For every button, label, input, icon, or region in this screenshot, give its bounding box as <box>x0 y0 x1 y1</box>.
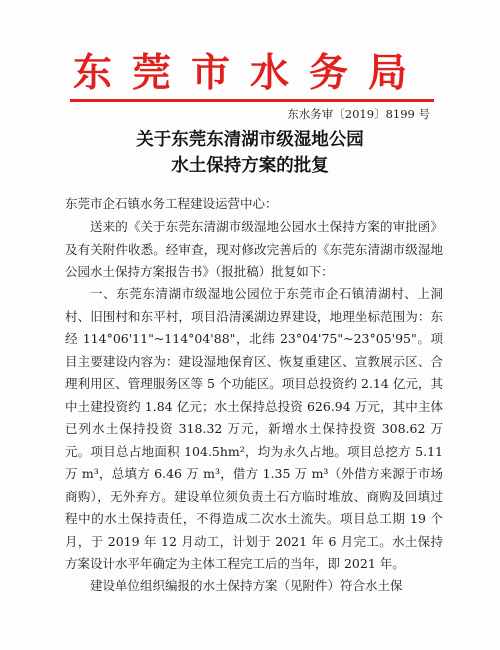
title-line-1: 关于东莞东清湖市级湿地公园 <box>136 130 364 150</box>
title-line-2: 水土保持方案的批复 <box>171 156 329 176</box>
paragraph-plan-compliance: 建设单位组织编报的水土保持方案（见附件）符合水土保 <box>90 578 403 593</box>
document-title <box>0 127 500 179</box>
paragraph-intro: 送来的《关于东莞东清湖市级湿地公园水土保持方案的审批函》及有关附件收悉。经审查，现对修改完善后的《东莞东清湖市级湿地公园水土保持方案报告书》（报批稿）批复如下： <box>65 219 443 279</box>
salutation: 东莞市企石镇水务工程建设运营中心： <box>65 196 278 211</box>
paragraph-project-overview: 一、东莞东清湖市级湿地公园位于东莞市企石镇清湖村、上洞村、旧围村和东平村，项目沿清溪湖边界建设，地理坐标范围为：东经 114°06'11"~114°04'88"，北纬 23°04'75"~23°05'95"。项目主要建设内容为：建设湿地保育区、恢复重建区、宣教展示区、合理利用区、管理服务区等 5 个功能区。项目总投资约 2.14 亿元，其中土建投资约 1.84 亿元；水土保持总投资 626.94 万元，其中主体已列水土保持投资 318.32 万元，新增水土保持投资 308.62 万元。项目总占地面积 104.5hm²，均为永久占地。项目总挖方 5.11 万 m³，总填方 6.46 万 m³，借方 1.35 万 m³（外借方来源于市场商购），无外弃方。建设单位须负责土石方临时堆放、商购及回填过程中的水土保持责任，不得造成二次水土流失。项目总工期 19 个月，于 2019 年 12 月动工，计划于 2021 年 6 月完工。水土保持方案设计水平年确定为主体工程完工后的当年，即 2021 年。 <box>65 286 443 571</box>
document-number: 东水务审〔2019〕8199 号 <box>287 107 430 121</box>
letterhead-divider <box>70 99 434 102</box>
agency-letterhead: 东莞市水务局 <box>72 50 427 96</box>
